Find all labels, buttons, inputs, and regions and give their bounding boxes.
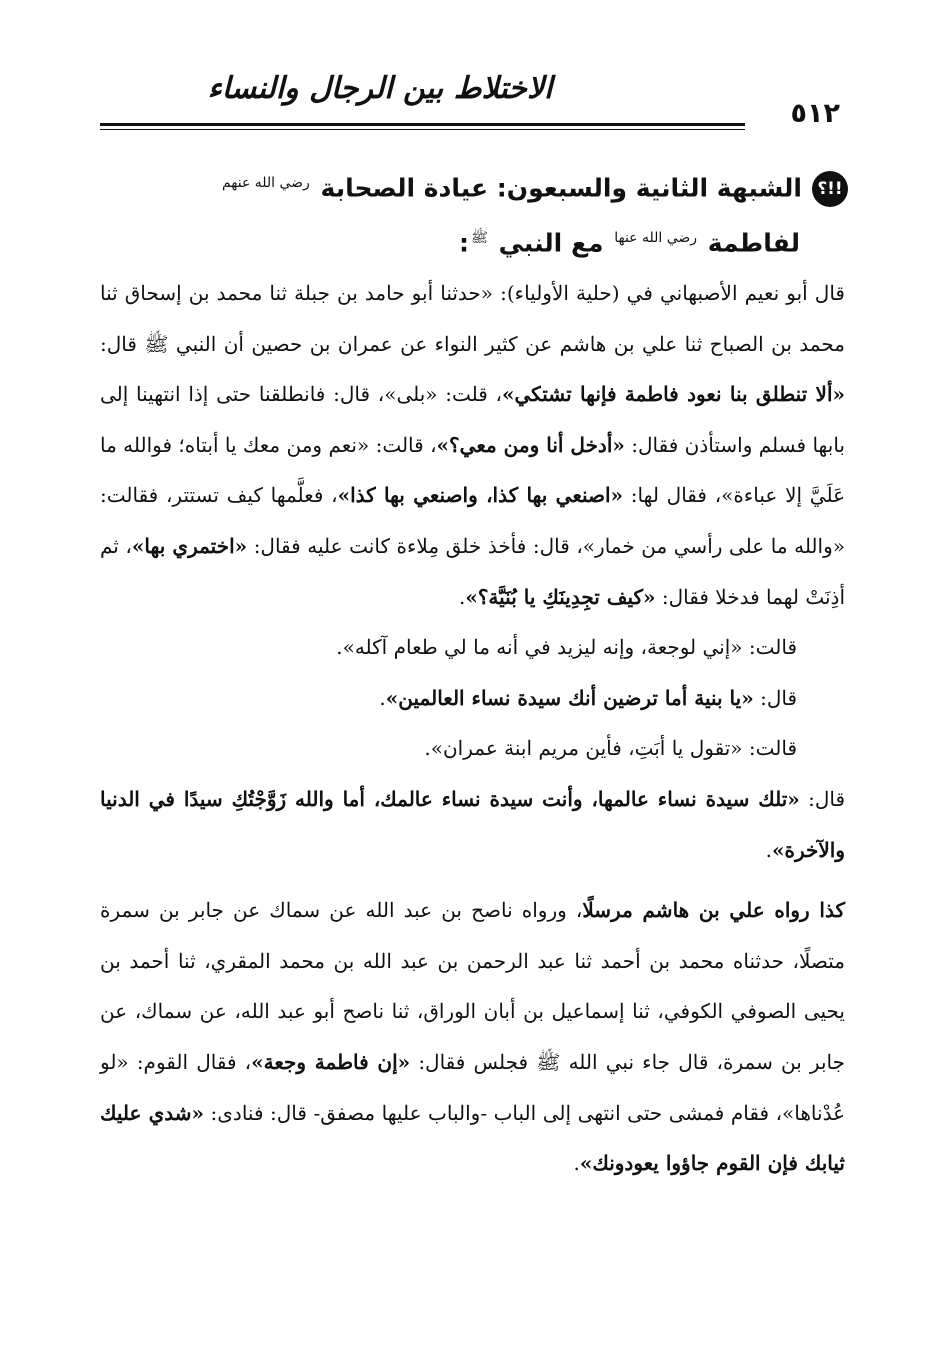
text-run: ، فقال القوم: «لو عُدْناها»، فقام فمشى حتى انتهى إلى الباب -والباب عليها مصفق- قال: فنادى: [100, 1049, 845, 1125]
prophet-quote: «ألا تنطلق بنا نعود فاطمة فإنها تشتكي» [502, 382, 845, 407]
question-badge-icon: !!؟ [812, 171, 848, 207]
text-run: ، قالت: «نعم ومن معك يا أبتاه؛ فوالله ما عَلَيَّ إلا عباءة»، فقال لها: [100, 432, 845, 508]
paragraph-narration [100, 885, 845, 1189]
text-run: ، ورواه ناصح بن عبد الله عن سماك عن جابر بن سمرة متصلًا، حدثناه محمد بن أحمد ثنا عبد الرحمن بن عبد الله بن محمد المقري، ثنا أحمد بن يحيى الصوفي الكوفي، ثنا إسماعيل بن أبان الوراق، ثنا ناصح أبو عبد الله، عن سماك، عن جابر بن سمرة، قال جاء نبي الله ﷺ فجلس فقال: [100, 898, 845, 1074]
text-run: قال أبو نعيم الأصبهاني في (حلية الأولياء): «حدثنا أبو حامد بن جبلة ثنا محمد بن إسحاق ثنا محمد بن الصباح ثنا علي بن هاشم عن كثير النواء عن عمران بن حصين أن النبي ﷺ قال: [100, 281, 845, 356]
header-rule-thin [100, 129, 745, 130]
paragraph-hadith [100, 268, 845, 622]
text-run: ، ثم أذِنَتْ لهما فدخلا فقال: [100, 533, 845, 609]
text-run: قال: [753, 685, 797, 710]
text-run: قال: [799, 786, 846, 811]
paragraph-dialogue [100, 774, 845, 875]
prophet-quote: «اختمري بها» [131, 533, 248, 558]
heading-line-1 [100, 158, 848, 213]
running-header [100, 66, 840, 138]
prophet-quote: «تلك سيدة نساء عالمها، وأنت سيدة نساء عالمك، أما والله زَوَّجْتُكِ سيدًا في الدنيا والآخرة» [100, 786, 845, 862]
paragraph-dialogue [100, 673, 845, 724]
text-run: . [379, 685, 386, 710]
paragraph-dialogue: قالت: «إني لوجعة، وإنه ليزيد في أنه ما لي طعام آكله». [336, 635, 797, 660]
section-heading [100, 158, 848, 269]
page-number: ٥١٢ [790, 98, 840, 129]
prophet-quote: «شدي عليك ثيابك فإن القوم جاؤوا يعودونك» [100, 1100, 845, 1176]
body-text [100, 268, 845, 1189]
honorific: ﷺ [470, 230, 488, 247]
prophet-quote: «إن فاطمة وجعة» [251, 1049, 411, 1074]
heading-text: مع النبي [498, 228, 604, 258]
prophet-quote: «يا بنية أما ترضين أنك سيدة نساء العالمين» [385, 685, 754, 710]
text-run: ، قلت: «بلى»، قال: فانطلقنا حتى إذا انتهينا إلى بابها فسلم واستأذن فقال: [100, 382, 845, 457]
prophet-quote: «أدخل أنا ومن معي؟» [436, 432, 625, 457]
book-title: الاختلاط بين الرجال والنساء [207, 71, 553, 106]
text-run: ، فعلَّمها كيف تستتر، فقالت: «والله ما على رأسي من خمار»، قال: فأخذ خلق مِلاءة كانت عليه فقال: [100, 483, 845, 558]
prophet-quote: «كيف تجِدِينَكِ يا بُنَيَّة؟» [465, 584, 656, 609]
text-run: . [765, 837, 772, 862]
bold-phrase: كذا رواه علي بن هاشم مرسلًا [582, 898, 845, 923]
heading-text: لفاطمة [707, 228, 800, 258]
honorific: رضي الله عنها [614, 230, 698, 247]
heading-text: الشبهة الثانية والسبعون: عيادة الصحابة [320, 173, 802, 203]
text-run: . [573, 1151, 580, 1176]
heading-colon: : [458, 228, 469, 258]
honorific: رضي الله عنهم [221, 175, 310, 191]
header-rule [100, 123, 745, 126]
text-run: . [458, 584, 466, 609]
prophet-quote: «اصنعي بها كذا، واصنعي بها كذا» [337, 483, 624, 508]
heading-line-2 [100, 213, 848, 268]
paragraph-dialogue: قالت: «تقول يا أبَتِ، فأين مريم ابنة عمران». [424, 736, 797, 761]
